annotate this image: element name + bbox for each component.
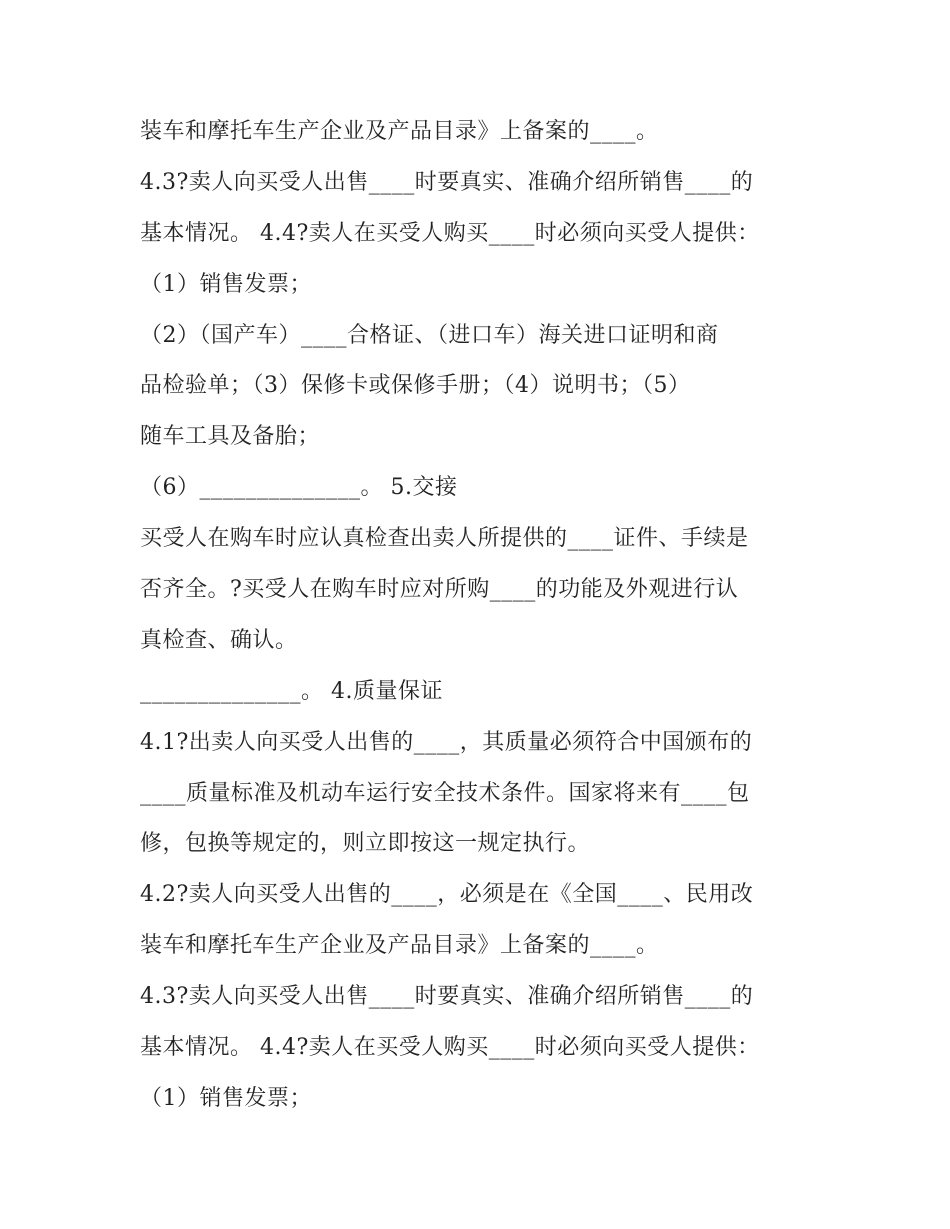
text-line: （1）销售发票；	[140, 1085, 312, 1111]
document-body	[140, 107, 820, 1125]
text-line: 真检查、确认。	[140, 627, 298, 653]
text-line: 基本情况。 4.4?卖人在买受人购买____时必须向买受人提供：	[140, 1035, 760, 1061]
text-line: 基本情况。 4.4?卖人在买受人购买____时必须向买受人提供：	[140, 220, 760, 246]
text-line: 否齐全。?买受人在购车时应对所购____的功能及外观进行认	[140, 577, 739, 603]
text-line: 买受人在购车时应认真检查出卖人所提供的____证件、手续是	[140, 526, 749, 552]
text-line: 修，包换等规定的，则立即按这一规定执行。	[140, 831, 591, 857]
text-line: （1）销售发票；	[140, 271, 312, 297]
text-line: （6）______________。 5.交接	[140, 475, 458, 501]
text-line: （2）（国产车）____合格证、（进口车）海关进口证明和商	[140, 322, 719, 348]
text-line: 4.1?出卖人向买受人出售的____，其质量必须符合中国颁布的	[140, 729, 753, 755]
text-line: ______________。 4.质量保证	[140, 678, 443, 704]
text-line: 品检验单；（3）保修卡或保修手册；（4）说明书；（5）	[140, 373, 691, 399]
text-line: 4.3?卖人向买受人出售____时要真实、准确介绍所销售____的	[140, 984, 754, 1010]
text-line: 随车工具及备胎；	[140, 424, 321, 450]
text-line: 4.2?卖人向买受人出售的____，必须是在《全国____、民用改	[140, 882, 754, 908]
text-line: 装车和摩托车生产企业及产品目录》上备案的____。	[140, 933, 659, 959]
text-line: 4.3?卖人向买受人出售____时要真实、准确介绍所销售____的	[140, 169, 754, 195]
text-line: ____质量标准及机动车运行安全技术条件。国家将来有____包	[140, 780, 750, 806]
text-line: 装车和摩托车生产企业及产品目录》上备案的____。	[140, 119, 659, 144]
